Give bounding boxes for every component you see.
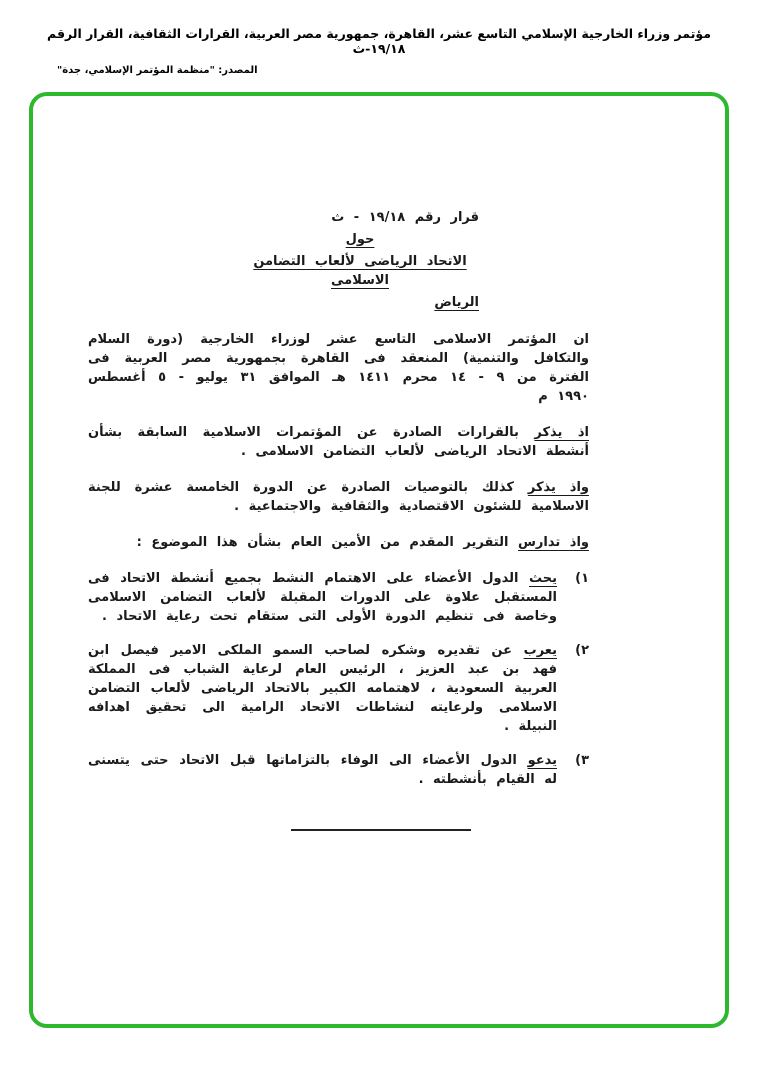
paragraph-text: التقرير المقدم من الأمين العام بشأن هذا الموضوع : [136,535,509,550]
resolution-city: الرياض [434,295,479,310]
header-source-note: المصدر: "منظمة المؤتمر الإسلامي، جدة" [57,65,258,76]
resolution-operative-items [88,569,589,789]
item-lead: يحث [528,571,557,586]
resolution-subject: الاتحاد الرياضى لألعاب التضامن الاسلامى [253,254,467,288]
item-rest: الدول الأعضاء الى الوفاء بالتزاماتها قبل الاتحاد حتى يتسنى له القيام بأنشطته . [88,753,557,787]
paragraph-preamble [88,330,589,406]
item-number: ١) [575,571,589,586]
item-text [88,641,557,736]
item-lead: يدعو [527,753,557,768]
paragraph-lead: اذ يذكر [534,425,589,440]
paragraph-having-considered [88,533,589,552]
item-text [88,569,557,626]
list-item [88,569,589,626]
paragraph-text: كذلك بالتوصيات الصادرة عن الدورة الخامسة عشرة للجنة الاسلامية للشئون الاقتصادية والثقافية والاجتماعية . [88,480,589,514]
resolution-title-block [241,208,479,312]
signature-divider-line [291,829,471,831]
paragraph-lead: واذ تدارس [517,535,589,550]
list-item [88,751,589,789]
header-conference-title: مؤتمر وزراء الخارجية الإسلامي التاسع عشر، القاهرة، جمهورية مصر العربية، القرارات الثقافية، القرار الرقم ١٩/١٨-ث [47,26,711,56]
resolution-number: قرار رقم ١٩/١٨ - ث [331,210,479,225]
paragraph-text: ان المؤتمر الاسلامى التاسع عشر لوزراء الخارجية (دورة السلام والتكافل والتنمية) المنعقد فى القاهرة بجمهورية مصر العربية فى الفترة من ٩ - ١٤ محرم ١٤١١ هـ الموافق ٣١ يوليو - ٥ أغسطس ١٩٩٠ م [88,332,589,404]
paragraph-recalling-also [88,478,589,516]
item-number: ٢) [575,643,589,658]
item-number: ٣) [575,753,589,768]
document-frame [29,92,729,1028]
resolution-about-label: حول [345,232,375,247]
item-rest: عن تقديره وشكره لصاحب السمو الملكى الامير فيصل ابن فهد بن عبد العزيز ، الرئيس العام لرعاية الشباب فى المملكة العربية السعودية ، لاهتمامه الكبير بالاتحاد الرياضى لألعاب التضامن الاسلامى ولرعايته لنشاطات الاتحاد الرامية الى تحقيق اهدافه النبيلة . [88,643,557,734]
paragraph-text: بالقرارات الصادرة عن المؤتمرات الاسلامية السابقة بشأن أنشطة الاتحاد الرياضى لألعاب التضامن الاسلامى . [88,425,589,459]
list-item [88,641,589,736]
item-lead: يعرب [523,643,557,658]
item-rest: الدول الأعضاء على الاهتمام النشط بجميع أنشطة الاتحاد فى المستقبل علاوة على الدورات المقبلة لألعاب التضامن الاسلامى وخاصة فى تنظيم الدورة الأولى التى ستقام تحت رعاية الاتحاد . [88,571,557,624]
item-text [88,751,557,789]
paragraph-lead: واذ يذكر [527,480,589,495]
resolution-document [33,96,725,831]
paragraph-recalling [88,423,589,461]
